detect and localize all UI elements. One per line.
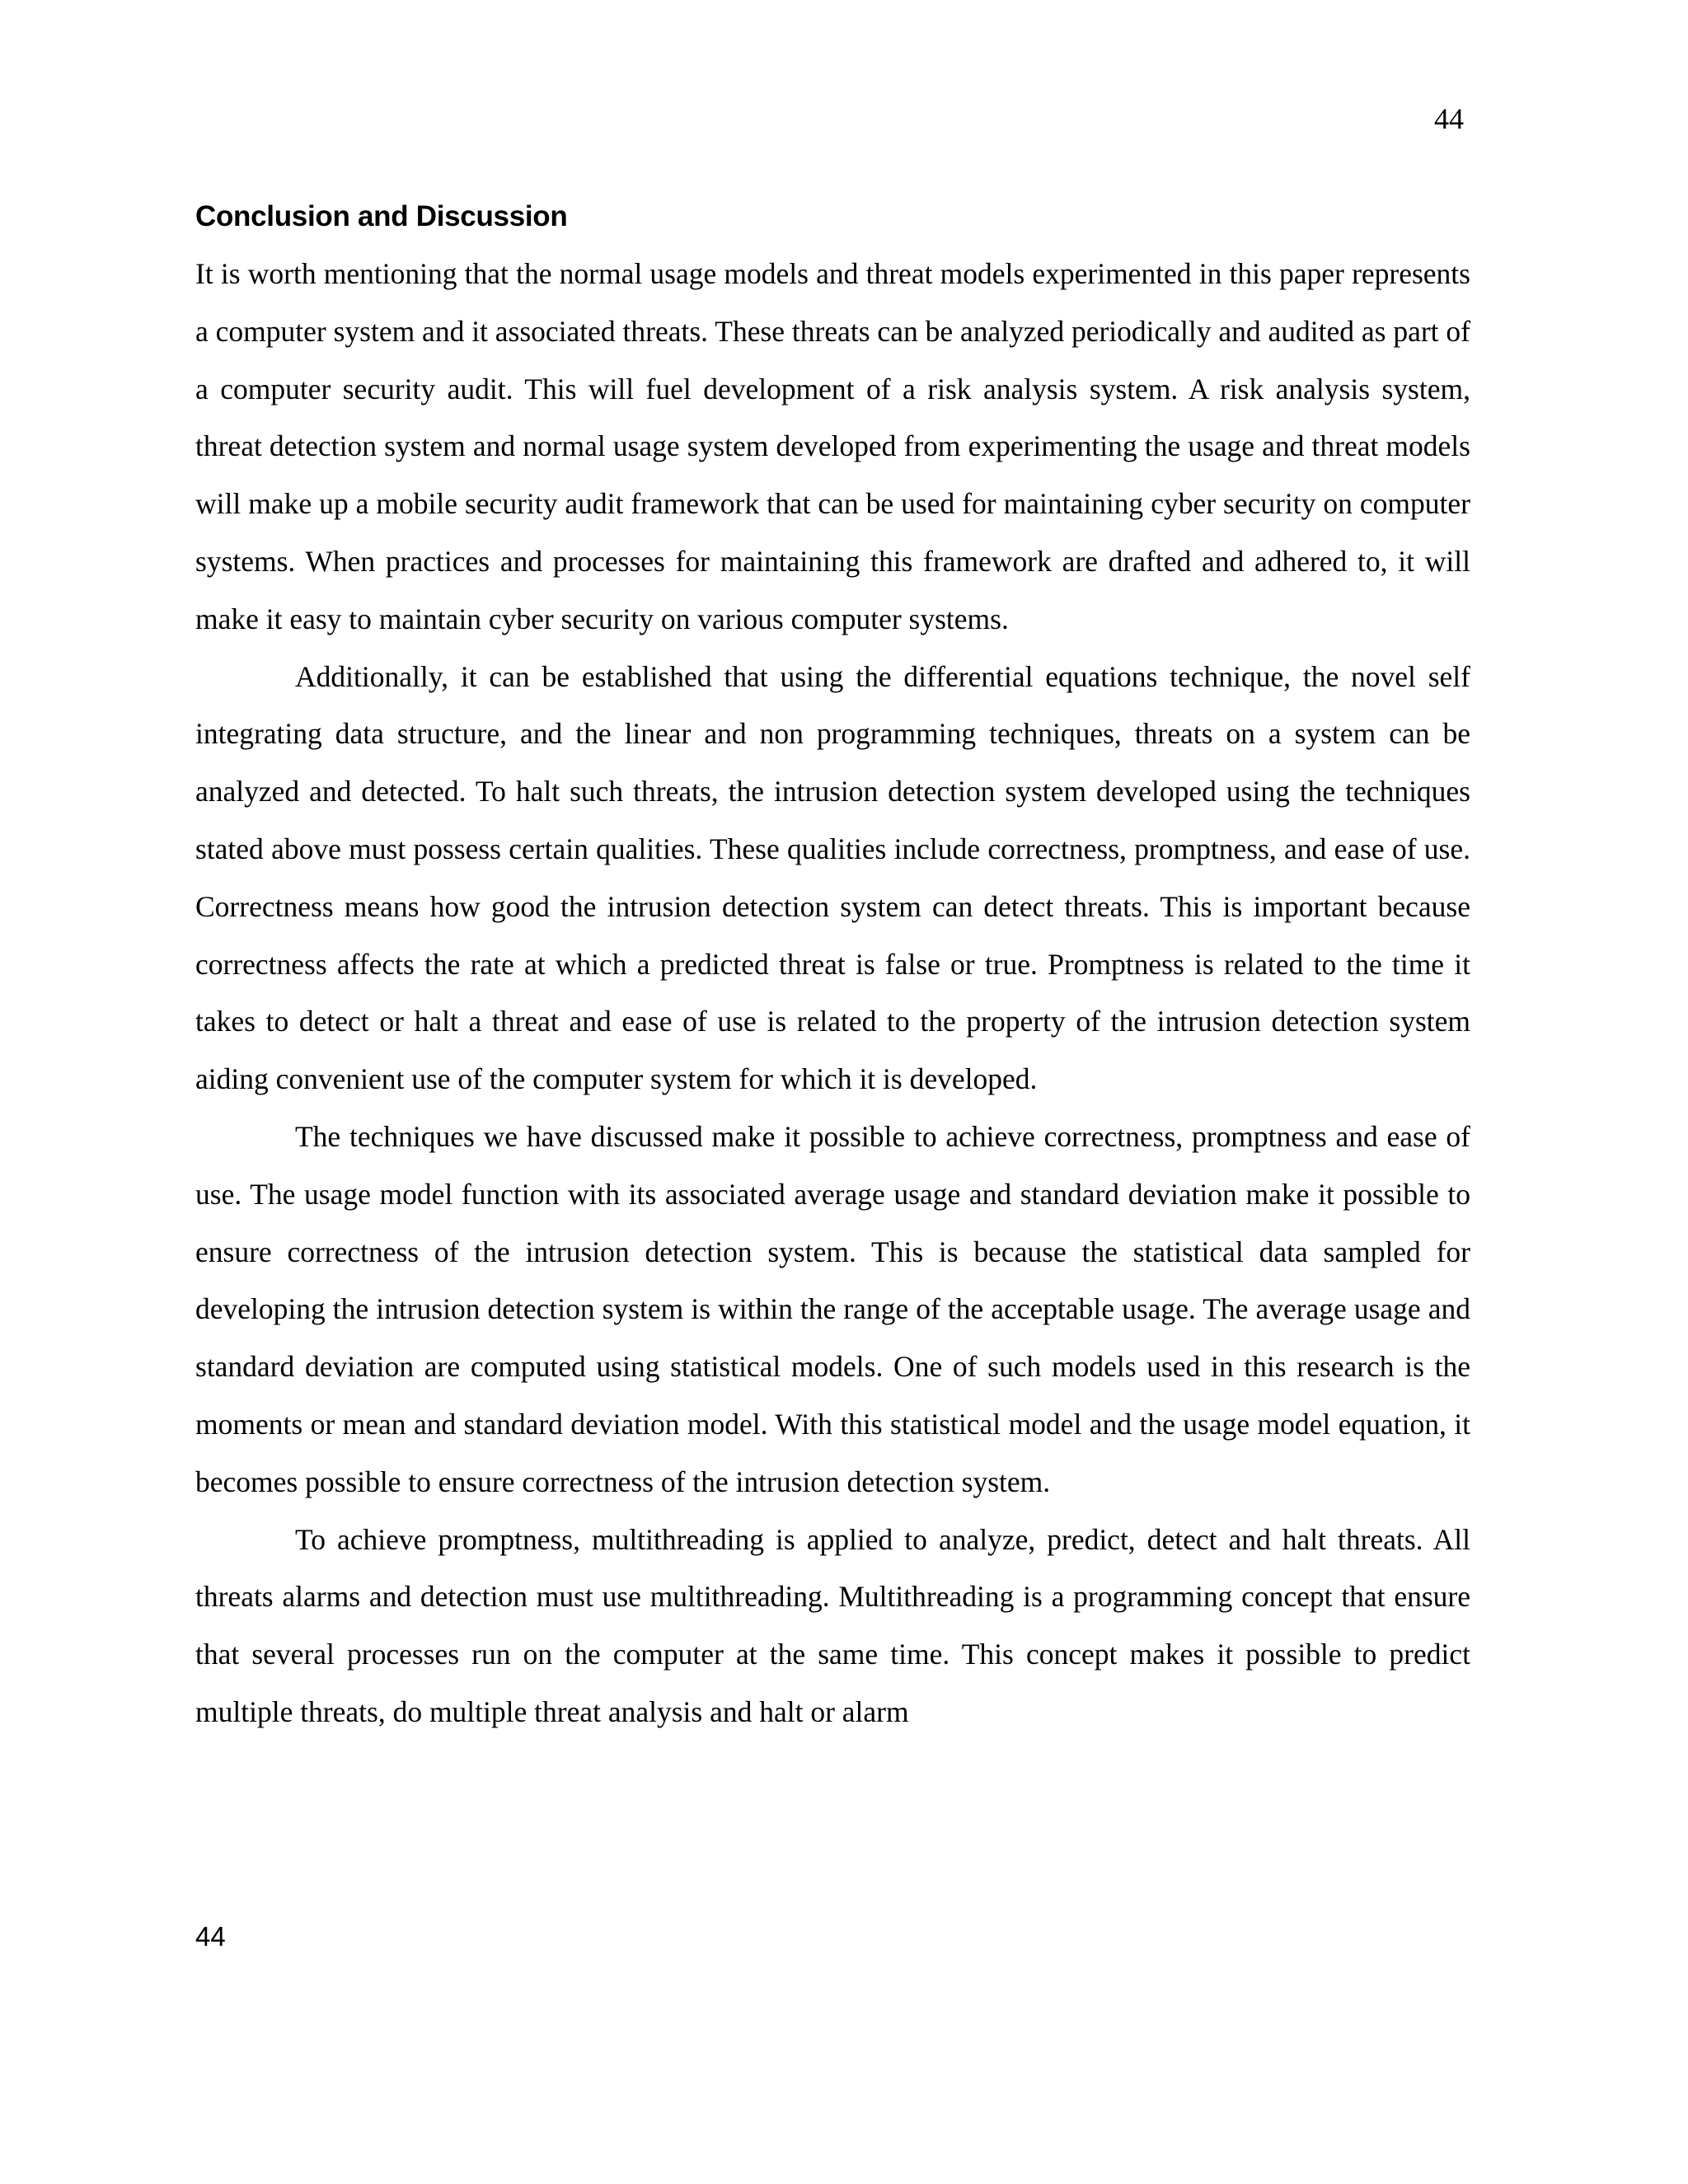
page-number-top: 44 — [1434, 102, 1464, 135]
paragraph-2: Additionally, it can be established that using the differential equations technique, the novel self integrating data structure, and the linear and non programming techniques, threats on a system can be analyzed and detected. To halt such threats, the intrusion detection system developed using the techniques stated above must possess certain qualities. These qualities include correctness, promptness, and ease of use. Correctness means how good the intrusion detection system can detect threats. This is important because correctness affects the rate at which a predicted threat is false or true. Promptness is related to the time it takes to detect or halt a threat and ease of use is related to the property of the intrusion detection system aiding convenient use of the computer system for which it is developed. — [195, 659, 1470, 1096]
paragraph-4: To achieve promptness, multithreading is applied to analyze, predict, detect and halt threats. All threats alarms and detection must use multithreading. Multithreading is a programming concept that ensure that several processes run on the computer at the same time. This concept makes it possible to predict multiple threats, do multiple threat analysis and halt or alarm — [195, 1522, 1470, 1728]
page-number-bottom: 44 — [195, 1921, 226, 1952]
section-heading: Conclusion and Discussion — [195, 200, 568, 232]
document-body — [195, 196, 1470, 1741]
paragraph-3: The techniques we have discussed make it possible to achieve correctness, promptness and ease of use. The usage model function with its associated average usage and standard deviation make it possible to ensure correctness of the intrusion detection system. This is because the statistical data sampled for developing the intrusion detection system is within the range of the acceptable usage. The average usage and standard deviation are computed using statistical models. One of such models used in this research is the moments or mean and standard deviation model. With this statistical model and the usage model equation, it becomes possible to ensure correctness of the intrusion detection system. — [195, 1119, 1470, 1498]
paragraph-1: It is worth mentioning that the normal usage models and threat models experimented in this paper represents a computer system and it associated threats. These threats can be analyzed periodically and audited as part of a computer security audit. This will fuel development of a risk analysis system. A risk analysis system, threat detection system and normal usage system developed from experimenting the usage and threat models will make up a mobile security audit framework that can be used for maintaining cyber security on computer systems. When practices and processes for maintaining this framework are drafted and adhered to, it will make it easy to maintain cyber security on various computer systems. — [195, 257, 1470, 635]
